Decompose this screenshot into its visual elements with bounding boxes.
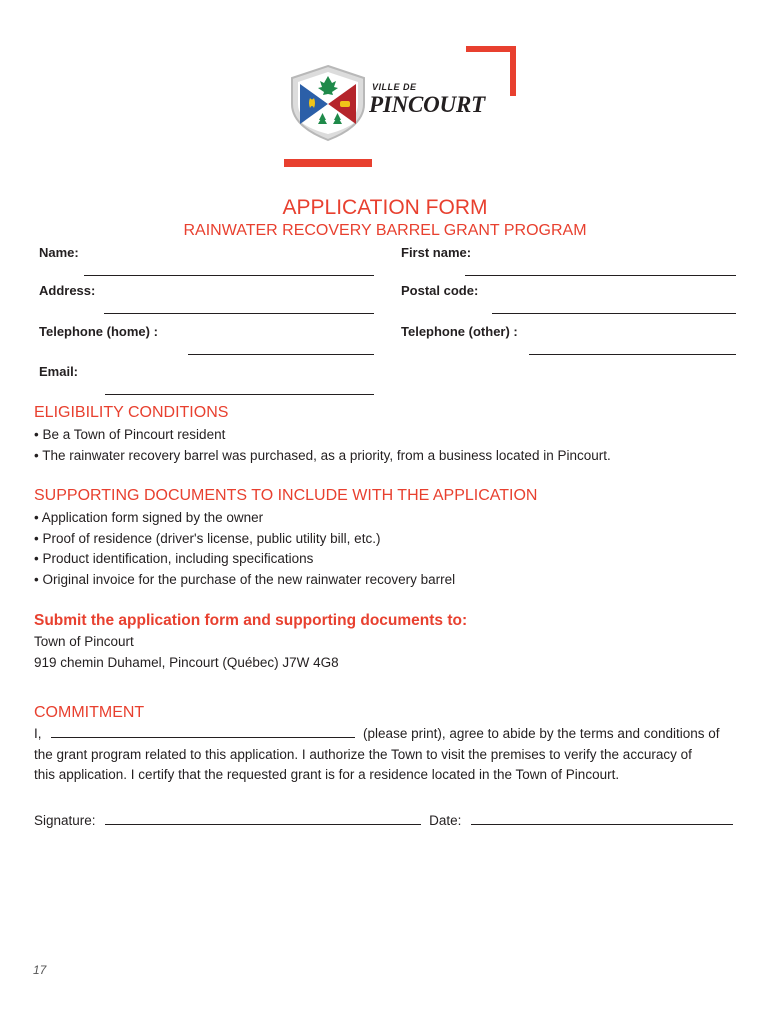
telephone-other-label: Telephone (other) :: [401, 324, 518, 339]
signature-label: Signature:: [34, 813, 96, 828]
corner-bracket-side: [510, 46, 516, 96]
name-label: Name:: [39, 245, 79, 260]
telephone-other-field[interactable]: [529, 354, 736, 355]
logo-town-name: PINCOURT: [369, 92, 485, 117]
submit-heading: Submit the application form and supporting documents to:: [34, 612, 468, 629]
name-field[interactable]: [84, 275, 374, 276]
documents-heading: SUPPORTING DOCUMENTS TO INCLUDE WITH THE APPLICATION: [34, 487, 538, 504]
commitment-heading: COMMITMENT: [34, 704, 145, 721]
printed-name-field[interactable]: [51, 725, 355, 738]
first-name-label: First name:: [401, 245, 472, 260]
list-item: • Proof of residence (driver's license, public utility bill, etc.): [34, 530, 381, 546]
email-field[interactable]: [105, 394, 374, 395]
submit-address: [34, 632, 339, 673]
form-subtitle: RAINWATER RECOVERY BARREL GRANT PROGRAM: [183, 222, 587, 239]
date-field[interactable]: [471, 812, 733, 825]
postal-code-field[interactable]: [492, 313, 736, 314]
recipient-name: Town of Pincourt: [34, 634, 134, 649]
list-item: • The rainwater recovery barrel was purchased, as a priority, from a business located in Pincourt.: [34, 447, 611, 463]
eligibility-heading: ELIGIBILITY CONDITIONS: [34, 404, 229, 421]
recipient-address: 919 chemin Duhamel, Pincourt (Québec) J7W 4G8: [34, 654, 339, 670]
commitment-text: [34, 724, 744, 786]
email-label: Email:: [39, 364, 79, 379]
postal-code-label: Postal code:: [401, 283, 479, 298]
form-title: APPLICATION FORM: [282, 196, 488, 219]
list-item: • Product identification, including specifications: [34, 551, 314, 566]
logo-prefix: VILLE DE: [372, 82, 417, 92]
list-item: • Application form signed by the owner: [34, 510, 264, 525]
documents-list: [34, 508, 455, 590]
date-label: Date:: [429, 813, 462, 828]
address-field[interactable]: [104, 313, 374, 314]
red-divider-bar: [284, 159, 372, 167]
page-number: 17: [33, 963, 47, 977]
commitment-prefix: I,: [34, 726, 42, 741]
signature-row: [34, 811, 733, 832]
telephone-home-label: Telephone (home) :: [39, 324, 158, 339]
address-label: Address:: [39, 283, 96, 298]
coat-of-arms-icon: [288, 64, 368, 142]
commitment-line3: this application. I certify that the requested grant is for a residence located in the Town of Pincourt.: [34, 767, 620, 782]
telephone-home-field[interactable]: [188, 354, 374, 355]
corner-bracket-top: [466, 46, 516, 52]
list-item: • Be a Town of Pincourt resident: [34, 427, 226, 442]
commitment-line1: (please print), agree to abide by the terms and conditions of: [363, 726, 720, 741]
first-name-field[interactable]: [465, 275, 736, 276]
eligibility-list: [34, 425, 611, 466]
commitment-line2: the grant program related to this application. I authorize the Town to visit the premises to verify the accuracy of: [34, 746, 692, 762]
signature-field[interactable]: [105, 812, 421, 825]
list-item: • Original invoice for the purchase of the new rainwater recovery barrel: [34, 571, 456, 587]
